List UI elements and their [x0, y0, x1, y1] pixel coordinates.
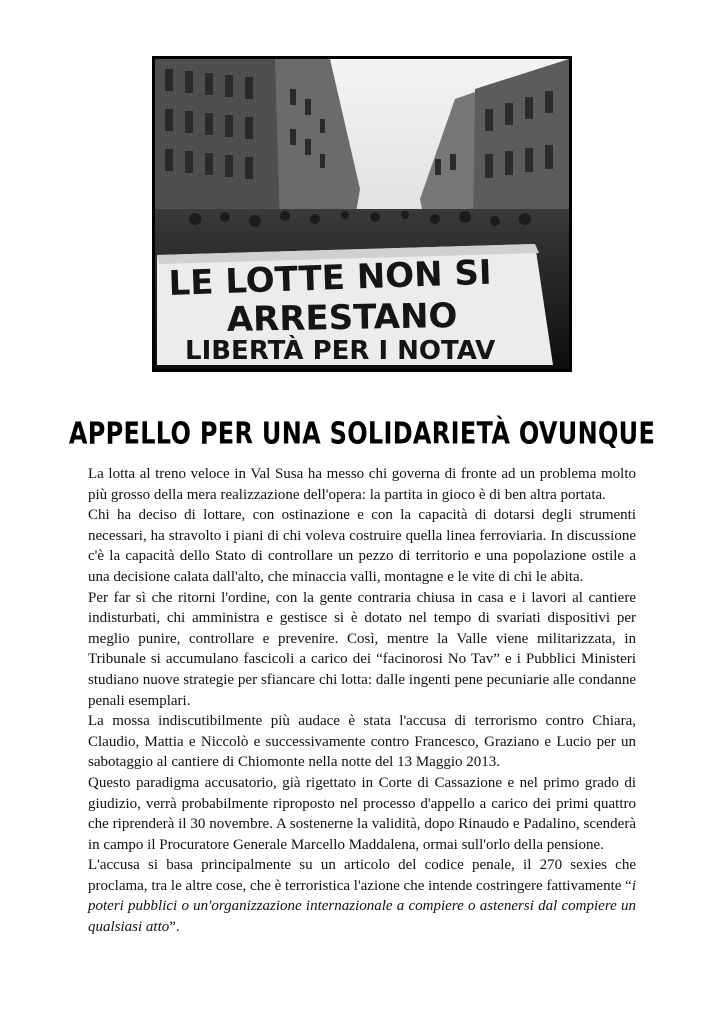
- body-text: [88, 464, 636, 938]
- banner-line-2: ARRESTANO: [226, 295, 458, 340]
- paragraph: La mossa indiscutibilmente più audace è stata l'accusa di terrorismo contro Chiara, Claudio, Mattia e Niccolò e successivamente contro Francesco, Graziano e Lucio per un sabotaggio al cantiere di Chiomonte nella notte del 13 Maggio 2013.: [88, 713, 636, 771]
- paragraph: Per far sì che ritorni l'ordine, con la gente contraria chiusa in casa e i lavori al cantiere indisturbati, chi amministra e gestisce si è dotato nel tempo di svariati dispositivi per meglio punire, controllare e prevenire. Così, mentre la Valle viene militarizzata, in Tribunale si accumulano fascicoli a carico dei “facinorosi No Tav” e i Pubblici Ministeri studiano nuove strategie per sfiancare chi lotta: dalle ingenti pene pecuniarie alle condanne penali esemplari.: [88, 589, 636, 709]
- protest-photo-illustration: [155, 59, 569, 369]
- paragraph: La lotta al treno veloce in Val Susa ha messo chi governa di fronte ad un problema molto più grosso della mera realizzazione dell'opera: la partita in gioco è di ben altra portata.: [88, 466, 636, 503]
- paragraph-text: L'accusa si basa principalmente su un articolo del codice penale, il 270 sexies che proclama, tra le altre cose, che è terroristica l'azione che intende costringere fattivamente “: [88, 857, 636, 894]
- page-title: APPELLO PER UNA SOLIDARIETÀ OVUNQUE: [68, 416, 656, 451]
- paragraph-text-end: ”.: [169, 919, 180, 936]
- quoted-law-text: i poteri pubblici o un'organizzazione internazionale a compiere o astenersi dal compiere un qualsiasi atto: [88, 877, 636, 936]
- paragraph: Chi ha deciso di lottare, con ostinazione e con la capacità di dotarsi degli strumenti necessari, ha stravolto i piani di chi voleva costruire quella linea ferroviaria. In discussione c'è la capacità dello Stato di controllare un pezzo di territorio e una popolazione ostile a una decisione calata dall'alto, che minaccia valli, montagne e le vite di chi le abita.: [88, 507, 636, 585]
- paragraph-last: [88, 855, 636, 937]
- protest-photo: [152, 56, 572, 372]
- paragraph: Questo paradigma accusatorio, già rigettato in Corte di Cassazione e nel primo grado di giudizio, verrà probabilmente riproposto nel processo d'appello a carico dei primi quattro che riprenderà il 30 novembre. A sostenerne la validità, dopo Rinaudo e Padalino, scenderà in campo il Procuratore Generale Marcello Maddalena, ormai sull'orlo della pensione.: [88, 774, 636, 853]
- banner-line-3: LIBERTÀ PER I NOTAV: [185, 336, 496, 366]
- banner-line-1: LE LOTTE NON SI: [167, 252, 493, 304]
